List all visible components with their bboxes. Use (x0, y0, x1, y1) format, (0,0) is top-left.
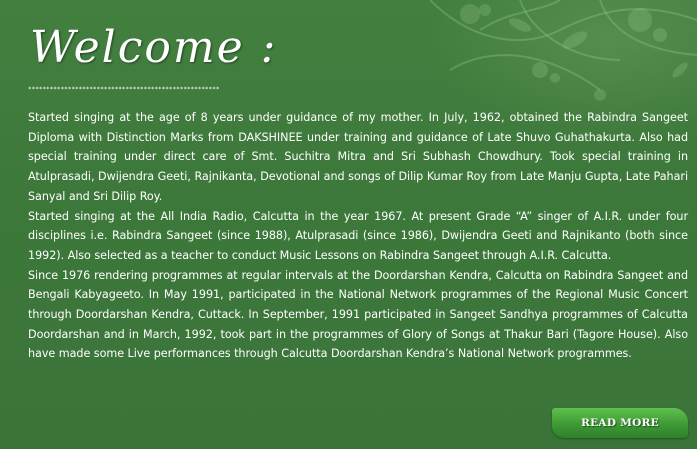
bio-paragraph: Started singing at the age of 8 years under guidance of my mother. In July, 1962, obtained the Rabindra Sangeet Diploma with Distinction Marks from DAKSHINEE under training and guidance of Late Shuvo Guhathakurta. Also had special training under direct care of Smt. Suchitra Mitra and Sri Subhash Chowdhury. Took special training in Atulprasadi, Dwijendra Geeti, Rajnikanta, Devotional and songs of Dilip Kumar Roy from Late Manju Gupta, Late Pahari Sanyal and Sri Dilip Roy. (28, 111, 688, 203)
star-divider: ***************************************************** (28, 86, 220, 93)
bio-paragraph: Since 1976 rendering programmes at regular intervals at the Doordarshan Kendra, Calcutta on Rabindra Sangeet and Bengali Kabyageeto. In May 1991, participated in the National Network programmes of the Regional Music Concert through Doordarshan Kendra, Cuttack. In September, 1991 participated in Sangeet Sandhya programmes of Calcutta Doordarshan and in March, 1992, took part in the programmes of Glory of Songs at Thakur Bari (Tagore House). Also have made some Live performances through Calcutta Doordarshan Kendra’s National Network programmes. (28, 268, 688, 361)
page-title: Welcome : (30, 22, 278, 73)
bio-text (28, 108, 688, 364)
read-more-button[interactable]: READ MORE (552, 408, 688, 438)
bio-paragraph: Started singing at the All India Radio, Calcutta in the year 1967. At present Grade “A” singer of A.I.R. under four disciplines i.e. Rabindra Sangeet (since 1988), Atulprasadi (since 1986), Dwijendra Geeti and Rajnikanto (both since 1992). Also selected as a teacher to conduct Music Lessons on Rabindra Sangeet through A.I.R. Calcutta. (28, 209, 688, 262)
